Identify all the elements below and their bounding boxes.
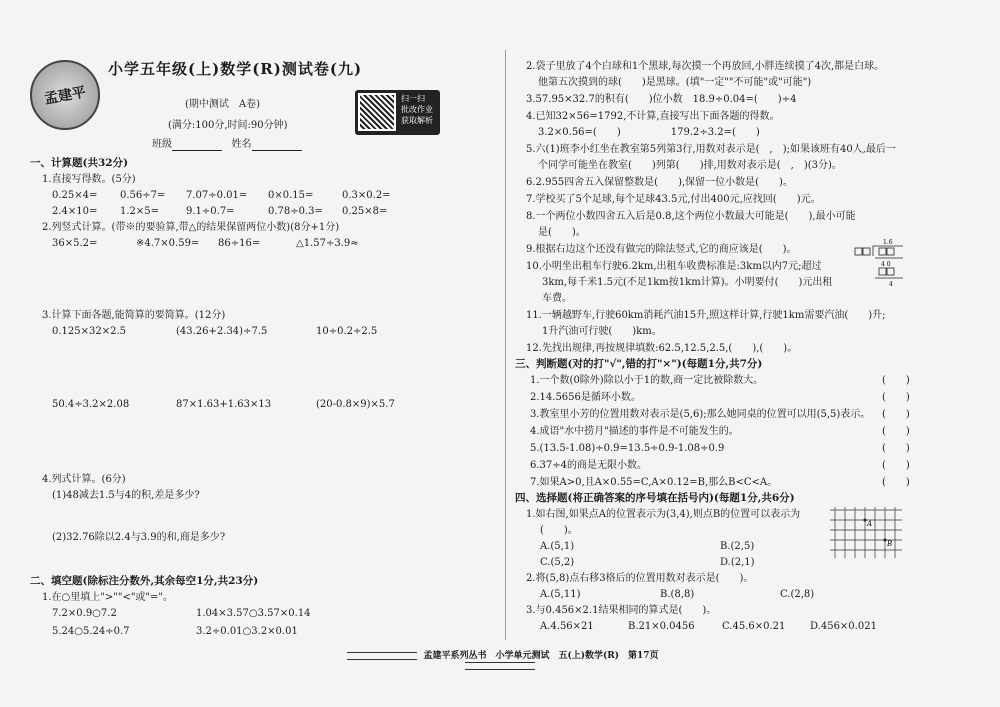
judge-answer-box[interactable]: ( ) <box>882 375 910 386</box>
q3-item: 87×1.63+1.63×13 <box>176 399 272 410</box>
section-4-heading: 四、选择题(将正确答案的序号填在括号内)(每题1分,共6分) <box>515 492 795 504</box>
fill-item[interactable]: 5.六(1)班李小红坐在教室第5列第3行,用数对表示是( , );如果该班有40人,最后一 <box>526 144 896 155</box>
long-division-figure <box>853 238 908 288</box>
q1-item: 0.78÷0.3= <box>268 206 323 217</box>
fill-item: 车费。 <box>542 293 572 304</box>
judge-item: 1.一个数(0除外)除以小于1的数,商一定比被除数大。 <box>530 375 764 386</box>
compare-item[interactable]: 7.2×0.9○7.2 <box>52 608 117 619</box>
point-b-label: B <box>887 540 893 548</box>
column-divider <box>505 50 506 640</box>
q1-item: 0.56÷7= <box>120 190 166 201</box>
name-blank[interactable] <box>252 141 302 151</box>
fill-item[interactable]: 11.一辆越野车,行驶60km消耗汽油15升,照这样计算,行驶1km需要汽油( )升; <box>526 310 886 321</box>
judge-item: 6.37÷4的商是无限小数。 <box>530 460 648 471</box>
q1-item: 0.3×0.2= <box>342 190 391 201</box>
q3-item: (20-0.8×9)×5.7 <box>316 399 395 410</box>
publisher-logo <box>30 60 100 130</box>
q1-item: 0×0.15= <box>268 190 314 201</box>
q1-item: 2.4×10= <box>52 206 98 217</box>
score-info: (满分:100分,时间:90分钟) <box>168 120 288 131</box>
q2-item: △1.57÷3.9≈ <box>296 238 359 249</box>
choice-item: 1.如右图,如果点A的位置表示为(3,4),则点B的位置可以表示为 <box>526 509 801 520</box>
coordinate-grid-figure <box>830 505 905 560</box>
fill-item[interactable]: 9.根据右边这个还没有做完的除法竖式,它的商应该是( )。 <box>526 244 797 255</box>
div-quotient: 1.6 <box>883 239 893 246</box>
footer-right-ornament <box>465 662 535 670</box>
choice-option[interactable]: C.45.6×0.21 <box>722 621 786 632</box>
judge-item: 7.如果A>0,且A×0.55=C,A×0.12=B,那么B<C<A。 <box>530 477 778 488</box>
fill-item[interactable]: 6.2.955四舍五入保留整数是( ),保留一位小数是( )。 <box>526 177 793 188</box>
name-label: 姓名 <box>231 139 252 150</box>
q2-item: ※4.7×0.59= <box>136 238 200 249</box>
judge-item: 5.(13.5-1.08)÷0.9=13.5÷0.9-1.08÷0.9 <box>530 443 725 454</box>
q2-instruction: 2.列竖式计算。(带※的要验算,带△的结果保留两位小数)(8分+1分) <box>42 222 340 233</box>
footer-left-ornament <box>347 652 417 660</box>
fill-item[interactable]: 7.学校买了5个足球,每个足球43.5元,付出400元,应找回( )元。 <box>526 194 821 205</box>
q1-item: 9.1÷0.7= <box>186 206 235 217</box>
footer-text: 孟建平系列丛书 小学单元测试 五(上)数学(R) 第17页 <box>423 651 659 661</box>
q2-item: 36×5.2= <box>52 238 98 249</box>
q3-item: (43.26+2.34)÷7.5 <box>176 326 268 337</box>
choice-option[interactable]: B.(8,8) <box>660 589 695 600</box>
qr-line-3: 获取解析 <box>401 116 433 125</box>
point-a-label: A <box>867 520 873 528</box>
class-name-fields <box>152 138 302 151</box>
fill-item[interactable]: 1升汽油可行驶( )km。 <box>542 326 662 337</box>
choice-item[interactable]: 3.与0.456×2.1结果相同的算式是( )。 <box>526 605 717 616</box>
choice-option[interactable]: C.(2,8) <box>780 589 815 600</box>
q3-item: 0.125×32×2.5 <box>52 326 127 337</box>
section-1-heading: 一、计算题(共32分) <box>30 157 129 169</box>
div-middle: 4 0 <box>881 261 891 268</box>
q1-item: 0.25×8= <box>342 206 388 217</box>
f1-instruction: 1.在○里填上">""<"或"="。 <box>42 592 174 603</box>
judge-answer-box[interactable]: ( ) <box>882 409 910 420</box>
q1-item: 1.2×5= <box>120 206 160 217</box>
page-title: 小学五年级(上)数学(R)测试卷(九) <box>108 60 363 78</box>
judge-answer-box[interactable]: ( ) <box>882 426 910 437</box>
q1-item: 7.07÷0.01= <box>186 190 248 201</box>
q4-instruction: 4.列式计算。(6分) <box>42 474 126 485</box>
choice-option[interactable]: D.(2,1) <box>720 557 755 568</box>
judge-answer-box[interactable]: ( ) <box>882 477 910 488</box>
choice-item[interactable]: 2.将(5,8)点右移3格后的位置用数对表示是( )。 <box>526 573 754 584</box>
fill-item[interactable]: 3.57.95×32.7的积有( )位小数 18.9÷0.04=( )÷4 <box>526 94 797 105</box>
choice-option[interactable]: A.(5,11) <box>540 589 581 600</box>
section-3-heading: 三、判断题(对的打"√",错的打"×")(每题1分,共7分) <box>515 358 763 370</box>
fill-item[interactable]: 是( )。 <box>538 227 586 238</box>
q4-item: (1)48减去1.5与4的积,差是多少? <box>52 490 200 501</box>
q2-item: 86÷16= <box>218 238 261 249</box>
q3-item: 50.4÷3.2×2.08 <box>52 399 130 410</box>
fill-item: 10.小明坐出租车行驶6.2km,出租车收费标准是:3km以内7元;超过 <box>526 261 822 272</box>
judge-item: 3.教室里小芳的位置用数对表示是(5,6);那么她同桌的位置可以用(5,5)表示。 <box>530 409 871 420</box>
judge-item: 4.成语"水中捞月"描述的事件是不可能发生的。 <box>530 426 739 437</box>
fill-item[interactable]: 个同学可能坐在教室( )列第( )排,用数对表示是( , )(3分)。 <box>538 160 842 171</box>
fill-item: 4.已知32×56=1792,不计算,直接写出下面各题的得数。 <box>526 111 780 122</box>
judge-answer-box[interactable]: ( ) <box>882 443 910 454</box>
exam-subtitle: (期中测试 A卷) <box>185 99 261 110</box>
compare-item[interactable]: 3.2÷0.01○3.2×0.01 <box>196 626 298 637</box>
qr-line-1: 扫一扫 <box>401 94 425 103</box>
q3-instruction: 3.计算下面各题,能简算的要简算。(12分) <box>42 310 226 321</box>
fill-item: 2.袋子里放了4个白球和1个黑球,每次摸一个再放回,小胖连续摸了4次,都是白球。 <box>526 61 885 72</box>
section-2-heading: 二、填空题(除标注分数外,其余每空1分,共23分) <box>30 575 259 587</box>
fill-item[interactable]: 8.一个两位小数四舍五入后是0.8,这个两位小数最大可能是( ),最小可能 <box>526 211 856 222</box>
fill-item[interactable]: 3.2×0.56=( ) 179.2÷3.2=( ) <box>538 127 760 138</box>
div-remainder: 4 <box>889 281 893 288</box>
choice-item[interactable]: ( )。 <box>540 525 578 536</box>
choice-option[interactable]: D.456×0.021 <box>810 621 877 632</box>
qr-code-icon[interactable] <box>358 93 396 131</box>
choice-option[interactable]: B.21×0.0456 <box>628 621 695 632</box>
judge-item: 2.14.5656是循环小数。 <box>530 392 641 403</box>
fill-item[interactable]: 3km,每千米1.5元(不足1km按1km计算)。小明要付( )元出租 <box>542 277 833 288</box>
q1-item: 0.25×4= <box>52 190 98 201</box>
judge-answer-box[interactable]: ( ) <box>882 460 910 471</box>
q4-item: (2)32.76除以2.4与3.9的和,商是多少? <box>52 532 226 543</box>
page-footer <box>320 648 680 671</box>
qr-line-2: 批改作业 <box>401 105 433 114</box>
q1-instruction: 1.直接写得数。(5分) <box>42 174 136 185</box>
class-label: 班级 <box>152 139 172 150</box>
logo-text: 孟建平 <box>43 84 88 108</box>
compare-item[interactable]: 5.24○5.24÷0.7 <box>52 626 130 637</box>
qr-caption <box>399 90 435 135</box>
compare-item[interactable]: 1.04×3.57○3.57×0.14 <box>196 608 311 619</box>
choice-option[interactable]: A.4.56×21 <box>540 621 594 632</box>
choice-option[interactable]: B.(2,5) <box>720 541 755 552</box>
class-blank[interactable] <box>172 141 222 151</box>
qr-banner[interactable] <box>355 90 440 135</box>
q3-item: 10÷0.2÷2.5 <box>316 326 378 337</box>
choice-option[interactable]: A.(5,1) <box>540 541 575 552</box>
fill-item[interactable]: 12.先找出规律,再按规律填数:62.5,12.5,2.5,( ),( )。 <box>526 343 798 354</box>
fill-item[interactable]: 他第五次摸到的球( )是黑球。(填"一定""不可能"或"可能") <box>538 77 812 88</box>
choice-option[interactable]: C.(5,2) <box>540 557 575 568</box>
judge-answer-box[interactable]: ( ) <box>882 392 910 403</box>
